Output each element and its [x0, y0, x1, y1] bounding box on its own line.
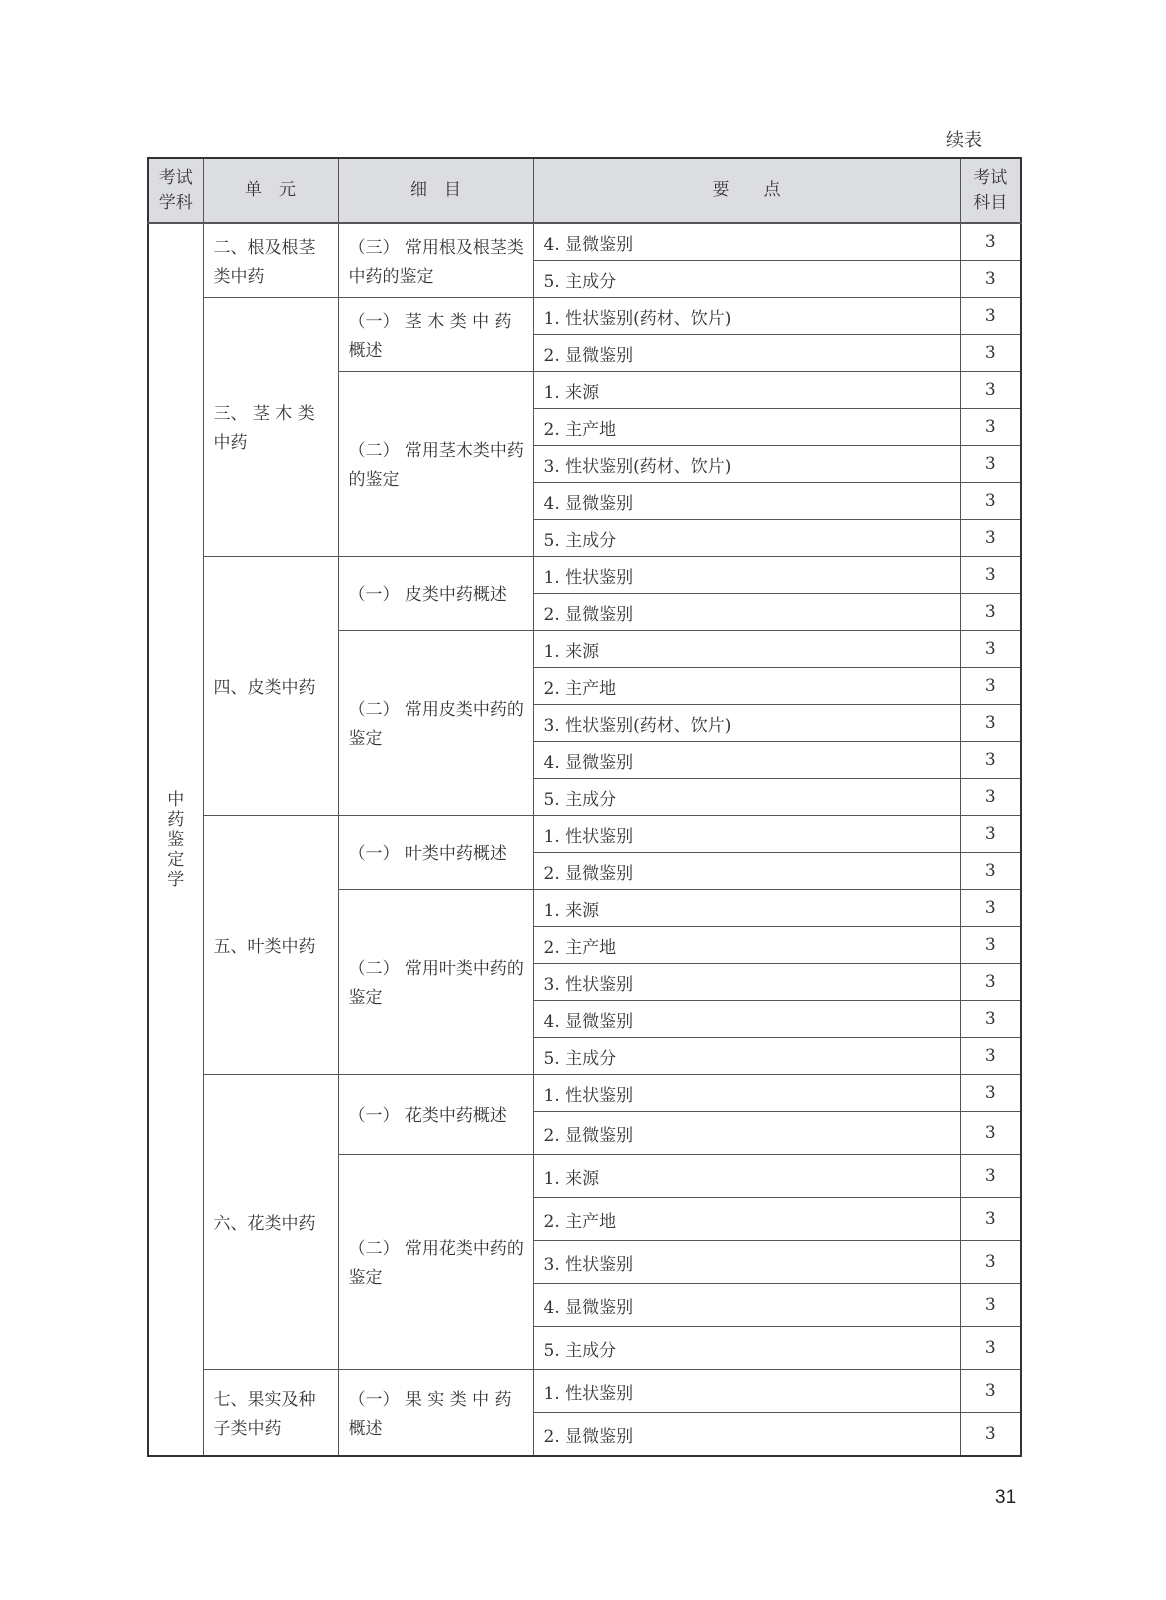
point-cell: 1. 来源	[533, 1155, 960, 1198]
header-subject: 考试学科	[148, 158, 203, 223]
page-number: 31	[995, 1487, 1017, 1508]
point-cell: 2. 显微鉴别	[533, 853, 960, 890]
detail-cell: （二） 常用茎木类中药的鉴定	[338, 372, 533, 557]
score-cell: 3	[960, 1370, 1021, 1413]
detail-cell: （一） 茎 木 类 中 药概述	[338, 298, 533, 372]
score-cell: 3	[960, 446, 1021, 483]
score-cell: 3	[960, 1075, 1021, 1112]
header-points: 要 点	[533, 158, 960, 223]
point-cell: 2. 主产地	[533, 409, 960, 446]
score-cell: 3	[960, 520, 1021, 557]
score-cell: 3	[960, 1112, 1021, 1155]
table-row	[148, 1370, 1021, 1413]
detail-cell: （二） 常用花类中药的鉴定	[338, 1155, 533, 1370]
point-cell: 5. 主成分	[533, 1327, 960, 1370]
table-row	[148, 1075, 1021, 1112]
point-cell: 2. 主产地	[533, 927, 960, 964]
score-cell: 3	[960, 1198, 1021, 1241]
score-cell: 3	[960, 631, 1021, 668]
point-cell: 3. 性状鉴别(药材、饮片)	[533, 705, 960, 742]
unit-cell: 四、皮类中药	[203, 557, 338, 816]
score-cell: 3	[960, 1413, 1021, 1457]
header-detail: 细 目	[338, 158, 533, 223]
score-cell: 3	[960, 1001, 1021, 1038]
point-cell: 3. 性状鉴别(药材、饮片)	[533, 446, 960, 483]
score-cell: 3	[960, 816, 1021, 853]
score-cell: 3	[960, 557, 1021, 594]
score-cell: 3	[960, 742, 1021, 779]
table-header-row	[148, 158, 1021, 223]
detail-cell: （一） 皮类中药概述	[338, 557, 533, 631]
score-cell: 3	[960, 335, 1021, 372]
point-cell: 2. 主产地	[533, 668, 960, 705]
score-cell: 3	[960, 890, 1021, 927]
score-cell: 3	[960, 372, 1021, 409]
detail-cell: （三） 常用根及根茎类中药的鉴定	[338, 223, 533, 298]
table-row	[148, 557, 1021, 594]
syllabus-table	[147, 157, 1022, 1457]
point-cell: 5. 主成分	[533, 520, 960, 557]
score-cell: 3	[960, 853, 1021, 890]
point-cell: 4. 显微鉴别	[533, 1284, 960, 1327]
point-cell: 4. 显微鉴别	[533, 223, 960, 261]
header-exam-level: 考试科目	[960, 158, 1021, 223]
continued-table-label: 续表	[946, 130, 982, 151]
point-cell: 4. 显微鉴别	[533, 1001, 960, 1038]
detail-cell: （一） 果 实 类 中 药概述	[338, 1370, 533, 1457]
point-cell: 2. 显微鉴别	[533, 1413, 960, 1457]
score-cell: 3	[960, 409, 1021, 446]
header-unit: 单 元	[203, 158, 338, 223]
score-cell: 3	[960, 223, 1021, 261]
unit-cell: 六、花类中药	[203, 1075, 338, 1370]
score-cell: 3	[960, 1284, 1021, 1327]
unit-cell: 五、叶类中药	[203, 816, 338, 1075]
detail-cell: （一） 花类中药概述	[338, 1075, 533, 1155]
score-cell: 3	[960, 705, 1021, 742]
detail-cell: （二） 常用皮类中药的鉴定	[338, 631, 533, 816]
score-cell: 3	[960, 483, 1021, 520]
score-cell: 3	[960, 594, 1021, 631]
score-cell: 3	[960, 1038, 1021, 1075]
table-row	[148, 298, 1021, 335]
point-cell: 1. 来源	[533, 890, 960, 927]
score-cell: 3	[960, 964, 1021, 1001]
score-cell: 3	[960, 1241, 1021, 1284]
point-cell: 2. 显微鉴别	[533, 335, 960, 372]
score-cell: 3	[960, 927, 1021, 964]
score-cell: 3	[960, 1155, 1021, 1198]
point-cell: 1. 性状鉴别	[533, 816, 960, 853]
table-row	[148, 223, 1021, 261]
score-cell: 3	[960, 298, 1021, 335]
point-cell: 2. 显微鉴别	[533, 1112, 960, 1155]
point-cell: 1. 性状鉴别	[533, 1370, 960, 1413]
score-cell: 3	[960, 779, 1021, 816]
score-cell: 3	[960, 261, 1021, 298]
score-cell: 3	[960, 1327, 1021, 1370]
point-cell: 3. 性状鉴别	[533, 1241, 960, 1284]
detail-cell: （一） 叶类中药概述	[338, 816, 533, 890]
point-cell: 1. 性状鉴别	[533, 557, 960, 594]
point-cell: 4. 显微鉴别	[533, 742, 960, 779]
score-cell: 3	[960, 668, 1021, 705]
detail-cell: （二） 常用叶类中药的鉴定	[338, 890, 533, 1075]
unit-cell: 二、根及根茎类中药	[203, 223, 338, 298]
table-row	[148, 816, 1021, 853]
point-cell: 1. 来源	[533, 631, 960, 668]
point-cell: 1. 来源	[533, 372, 960, 409]
point-cell: 1. 性状鉴别	[533, 1075, 960, 1112]
point-cell: 2. 主产地	[533, 1198, 960, 1241]
point-cell: 3. 性状鉴别	[533, 964, 960, 1001]
point-cell: 4. 显微鉴别	[533, 483, 960, 520]
unit-cell: 三、 茎 木 类中药	[203, 298, 338, 557]
subject-cell: 中药鉴定学	[148, 223, 203, 1456]
point-cell: 5. 主成分	[533, 261, 960, 298]
point-cell: 5. 主成分	[533, 1038, 960, 1075]
point-cell: 5. 主成分	[533, 779, 960, 816]
point-cell: 1. 性状鉴别(药材、饮片)	[533, 298, 960, 335]
point-cell: 2. 显微鉴别	[533, 594, 960, 631]
unit-cell: 七、果实及种子类中药	[203, 1370, 338, 1457]
